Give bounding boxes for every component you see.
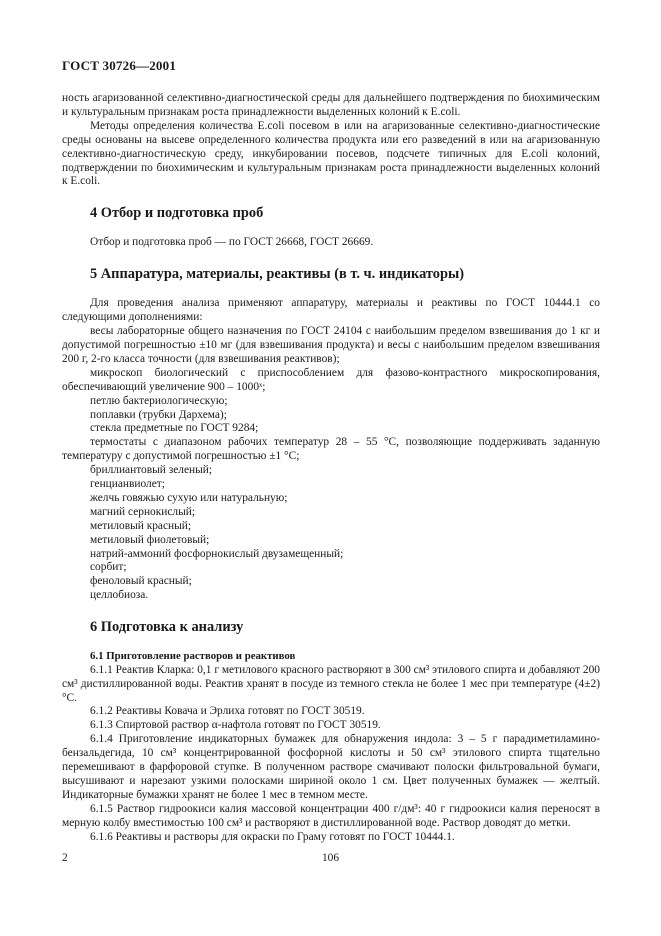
list-item: поплавки (трубки Дархема);: [90, 408, 227, 421]
list-item: генцианвиолет;: [90, 478, 165, 491]
list-item: петлю бактериологическую;: [90, 394, 228, 407]
list-item: метиловый фиолетовый;: [90, 533, 210, 546]
list-item: стекла предметные по ГОСТ 9284;: [90, 422, 259, 435]
section-4-text: Отбор и подготовка проб — по ГОСТ 26668, ГОСТ 26669.: [90, 236, 374, 249]
list-item: термостаты с диапазоном рабочих температур 28 – 55 °С, позволяющие поддерживать заданную температуру с допустимой погрешностью ±1 °С;: [62, 436, 600, 463]
paragraph-6-1-6: 6.1.6 Реактивы и растворы для окраски по Граму готовят по ГОСТ 10444.1.: [90, 830, 455, 843]
paragraph-6-1-5: 6.1.5 Раствор гидроокиси калия массовой концентрации 400 г/дм³: 40 г гидроокиси калия переносят в мерную колбу вместимостью 100 см³ и растворяют в дистиллированной воде. Раствор доводят до метки.: [62, 802, 600, 829]
section-5-title: 5 Аппаратура, материалы, реактивы (в т. ч. индикаторы): [90, 266, 465, 283]
intro-paragraph-2: Методы определения количества E.coli посевом в или на агаризованные селективно-диагностические среды основаны на высеве определенного количества продукта или его разведений в или на агаризованную селективно-диагностическую среду, инкубировании посевов, подсчете типичных для E.coli колоний, подтверждении по биохимическим и культуральным признакам роста принадлежности выделенных колоний к E.coli.: [62, 119, 600, 188]
section-4-title: 4 Отбор и подготовка проб: [90, 205, 264, 222]
subsection-6-1-title: 6.1 Приготовление растворов и реактивов: [90, 650, 296, 663]
list-item: сорбит;: [90, 561, 127, 574]
list-item: желчь говяжью сухую или натуральную;: [90, 491, 288, 504]
paragraph-6-1-3: 6.1.3 Спиртовой раствор α-нафтола готовят по ГОСТ 30519.: [90, 719, 381, 732]
list-item: магний сернокислый;: [90, 505, 196, 518]
section-5-intro: Для проведения анализа применяют аппаратуру, материалы и реактивы по ГОСТ 10444.1 со следующими дополнениями:: [62, 297, 600, 324]
document-page: [62, 58, 600, 844]
section-6-title: 6 Подготовка к анализу: [90, 619, 244, 636]
paragraph-6-1-4: 6.1.4 Приготовление индикаторных бумажек для обнаружения индола: 3 – 5 г парадиметиламинобензальдегида, 10 см³ концентрированной фосфорной кислоты и 50 см³ этилового спирта тщательно перемешивают в фарфоровой ступке. В полученном растворе смачивают полоски фильтровальной бумаги, высушивают и нарезают узкими полосками шириной около 1 см. Цвет полученных бумажек — желтый. Индикаторные бумажки хранят не более 1 мес в темном месте.: [62, 733, 600, 801]
paragraph-6-1-2: 6.1.2 Реактивы Ковача и Эрлиха готовят по ГОСТ 30519.: [90, 705, 365, 718]
list-item: целлобиоза.: [90, 589, 149, 602]
document-header: ГОСТ 30726—2001: [62, 58, 177, 73]
list-item: натрий-аммоний фосфорнокислый двузамещенный;: [90, 547, 344, 560]
section-5-equipment-list: [62, 325, 600, 603]
list-item: феноловый красный;: [90, 575, 192, 588]
list-item: бриллиантовый зеленый;: [90, 464, 213, 477]
paragraph-6-1-1: 6.1.1 Реактив Кларка: 0,1 г метилового красного растворяют в 300 см³ этилового спирта и добавляют 200 см³ дистиллированной воды. Реактив хранят в посуде из темного стекла не более 1 мес при температуре (4±2) °С.: [62, 663, 600, 704]
list-item: микроскоп биологический с приспособлением для фазово-контрастного микроскопирования, обеспечивающий увеличение 900 – 1000ˣ;: [62, 366, 600, 393]
page-number-center: 106: [321, 852, 340, 864]
page-number-left: 2: [62, 852, 68, 864]
list-item: метиловый красный;: [90, 519, 192, 532]
list-item: весы лабораторные общего назначения по ГОСТ 24104 с наибольшим пределом взвешивания до 1 кг и допустимой погрешностью ±10 мг (для взвешивания продукта) и весы с наибольшим пределом взвешивания 200 г, 2-го класса точности (для взвешивания реактивов);: [62, 325, 600, 365]
intro-paragraph-1: ность агаризованной селективно-диагностической среды для дальнейшего подтверждения по биохимическим и культуральным признакам роста принадлежности выделенных колоний к E.coli.: [62, 92, 600, 118]
